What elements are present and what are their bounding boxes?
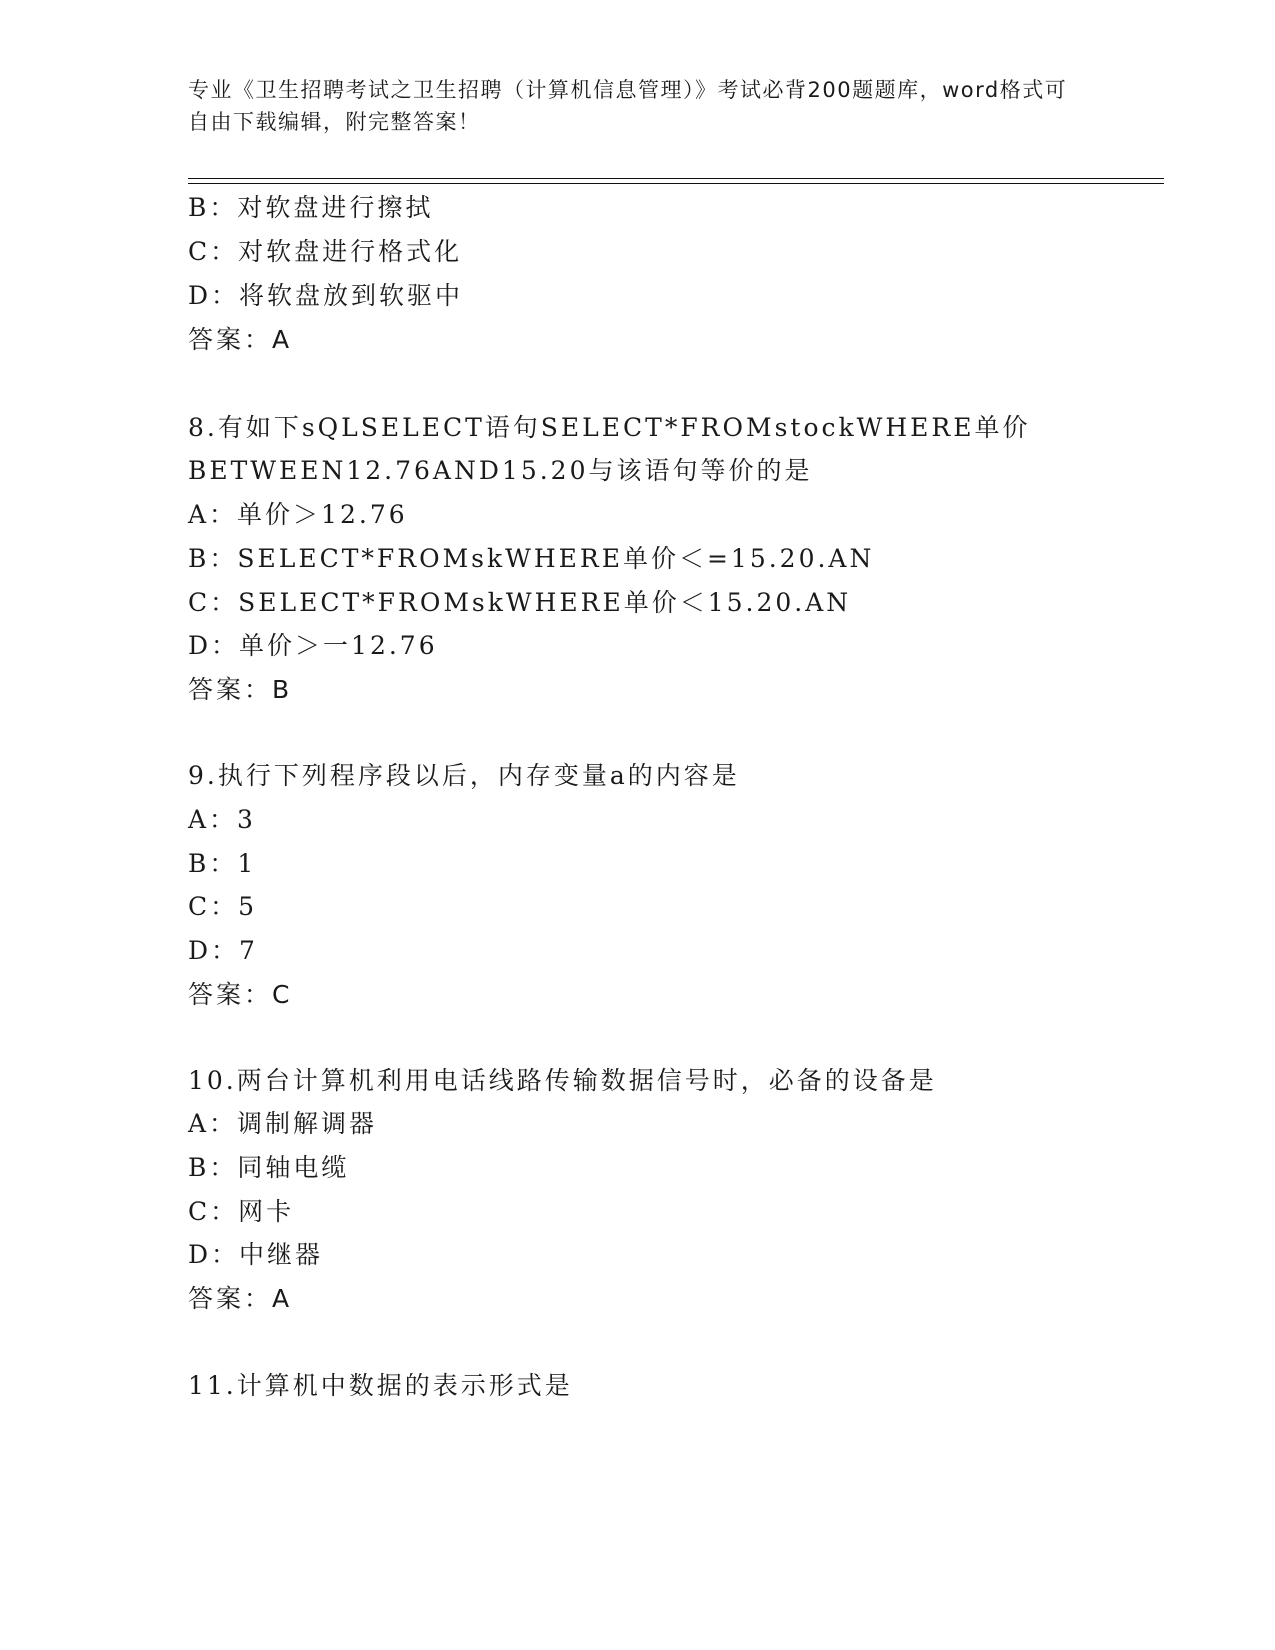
q9-option-c: C：5 [188, 892, 258, 921]
q10-stem: 10.两台计算机利用电话线路传输数据信号时，必备的设备是 [188, 1066, 937, 1095]
header-rule-top [188, 178, 1164, 179]
q10-option-c: C：网卡 [188, 1197, 295, 1226]
q8-stem-line1: 8.有如下sQLSELECT语句SELECT*FROMstockWHERE单价 [188, 413, 1031, 442]
q7-answer: 答案：A [188, 325, 293, 354]
header-rule-bottom [188, 183, 1164, 184]
document-header: 专业《卫生招聘考试之卫生招聘（计算机信息管理）》考试必背200题题库，word格式可自由下载编辑，附完整答案！ [188, 78, 1068, 134]
q8-option-c: C：SELECT*FROMskWHERE单价＜15.20.AN [188, 588, 852, 617]
q8-stem-line2: BETWEEN12.76AND15.20与该语句等价的是 [188, 456, 813, 485]
q9-stem: 9.执行下列程序段以后，内存变量a的内容是 [188, 761, 740, 790]
q10-option-b: B：同轴电缆 [188, 1153, 350, 1182]
q10-option-a: A：调制解调器 [188, 1109, 378, 1138]
q9-option-b: B：1 [188, 849, 257, 878]
q10-option-d: D：中继器 [188, 1240, 324, 1269]
q11-stem: 11.计算机中数据的表示形式是 [188, 1371, 573, 1400]
q10-answer: 答案：A [188, 1284, 293, 1313]
q8-answer: 答案：B [188, 675, 293, 704]
q7-option-b: B：对软盘进行擦拭 [188, 193, 434, 222]
q8-option-b: B：SELECT*FROMskWHERE单价＜=15.20.AN [188, 544, 875, 573]
q7-option-c: C：对软盘进行格式化 [188, 237, 463, 266]
q8-option-a: A：单价＞12.76 [188, 500, 408, 529]
q9-answer: 答案：C [188, 980, 293, 1009]
q7-option-d: D：将软盘放到软驱中 [188, 281, 464, 310]
q9-option-a: A：3 [188, 805, 256, 834]
q8-option-d: D：单价＞一12.76 [188, 631, 438, 660]
q9-option-d: D：7 [188, 936, 258, 965]
